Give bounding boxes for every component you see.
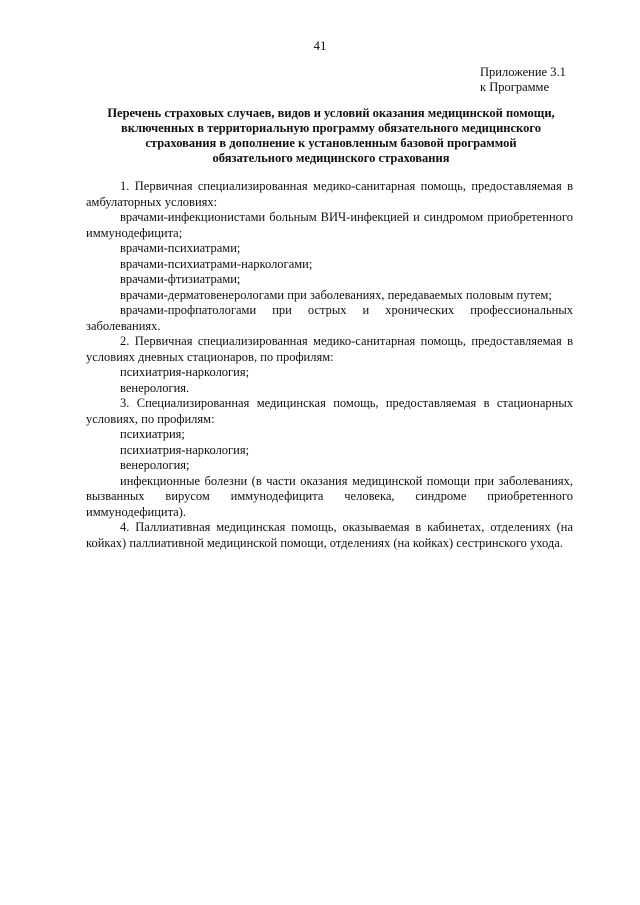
section-1-item: врачами-дерматовенерологами при заболеваниях, передаваемых половым путем; <box>120 287 552 302</box>
section-2-heading: 2. Первичная специализированная медико-санитарная помощь, предоставляемая в условиях дневных стационаров, по профилям: <box>86 334 573 364</box>
section-3-item: психиатрия; <box>120 427 185 441</box>
section-3-item: психиатрия-наркология; <box>120 442 250 457</box>
section-3-heading: 3. Специализированная медицинская помощь, предоставляемая в стационарных условиях, по профилям: <box>86 396 573 426</box>
document-title <box>86 106 576 166</box>
section-2-item: венерология. <box>120 380 190 395</box>
section-1-item: врачами-профпатологами при острых и хронических профессиональных заболеваниях. <box>86 303 573 333</box>
document-body <box>86 179 573 551</box>
title-line-4: обязательного медицинского страхования <box>212 151 450 165</box>
title-line-2: включенных в территориальную программу обязательного медицинского <box>121 121 541 135</box>
title-line-3: страхования в дополнение к установленным базовой программой <box>145 136 517 150</box>
section-1-item: врачами-инфекционистами больным ВИЧ-инфекцией и синдромом приобретенного иммунодефицита; <box>86 210 573 240</box>
appendix-line-1: Приложение 3.1 <box>480 65 566 79</box>
appendix-line-2: к Программе <box>480 80 550 94</box>
appendix-label <box>480 65 566 95</box>
section-3-item: инфекционные болезни (в части оказания медицинской помощи при заболеваниях, вызванных вирусом иммунодефицита человека, синдроме приобретенного иммунодефицита). <box>86 473 573 519</box>
page-number: 41 <box>313 38 327 53</box>
section-4-paragraph: 4. Паллиативная медицинская помощь, оказываемая в кабинетах, отделениях (на койках) паллиативной медицинской помощи, отделениях (на койках) сестринского ухода. <box>86 520 573 550</box>
section-1-item: врачами-фтизиатрами; <box>120 272 241 286</box>
section-3-item: венерология; <box>120 458 190 472</box>
section-2-item: психиатрия-наркология; <box>120 365 250 379</box>
title-line-1: Перечень страховых случаев, видов и условий оказания медицинской помощи, <box>107 106 555 120</box>
section-1-item: врачами-психиатрами-наркологами; <box>120 256 313 271</box>
section-1-item: врачами-психиатрами; <box>120 241 241 255</box>
section-1-heading: 1. Первичная специализированная медико-санитарная помощь, предоставляемая в амбулаторных условиях: <box>86 179 573 209</box>
